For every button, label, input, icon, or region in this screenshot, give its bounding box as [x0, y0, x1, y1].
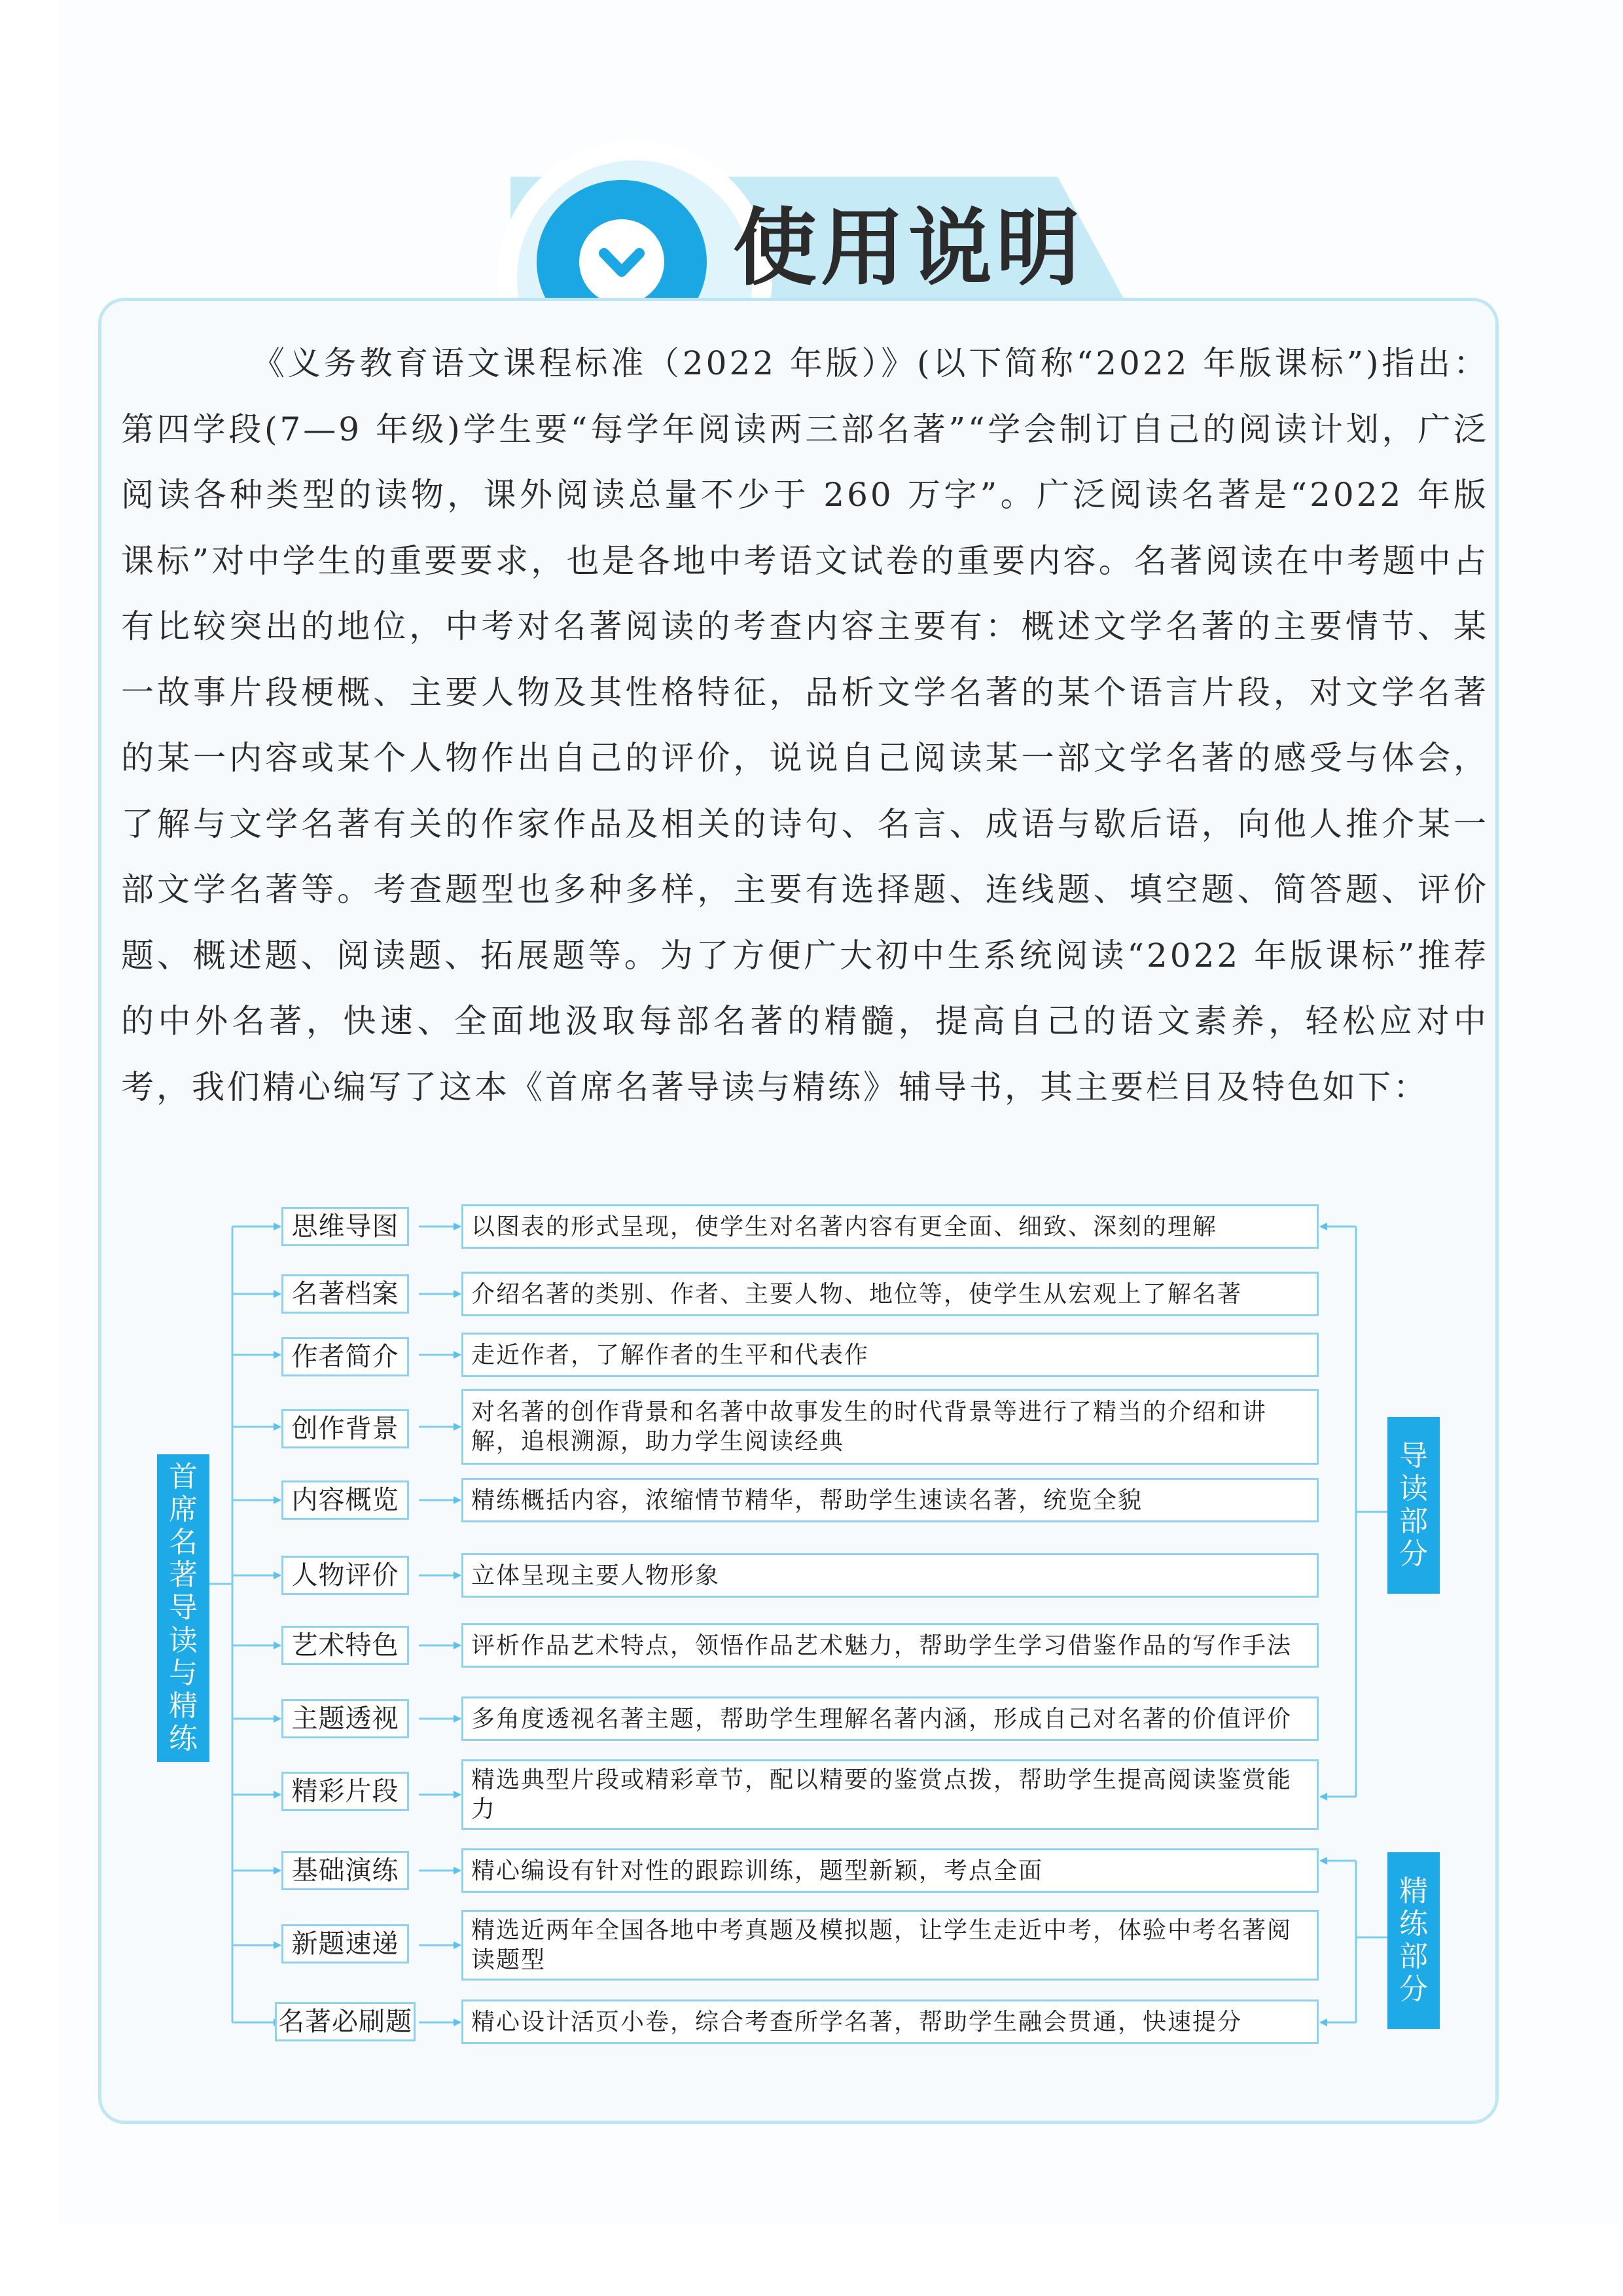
intro-paragraph: 《义务教育语文课程标准（2022 年版）》(以下简称“2022 年版课标”)指出：第四学段(7—9 年级)学生要“每学年阅读两三部名著”“学会制订自己的阅读计划，广泛阅读各种类型的读物，课外阅读总量不少于 260 万字”。广泛阅读名著是“2022 年版课标”对中学生的重要要求，也是各地中考语文试卷的重要内容。名著阅读在中考题中占有比较突出的地位，中考对名著阅读的考查内容主要有：概述文学名著的主要情节、某一故事片段梗概、主要人物及其性格特征，品析文学名著的某个语言片段，对文学名著的某一内容或某个人物作出自己的评价，说说自己阅读某一部文学名著的感受与体会，了解与文学名著有关的作家作品及相关的诗句、名言、成语与歇后语，向他人推介某一部文学名著等。考查题型也多种多样，主要有选择题、连线题、填空题、简答题、评价题、概述题、阅读题、拓展题等。为了方便广大初中生系统阅读“2022 年版课标”推荐的中外名著，快速、全面地汲取每部名著的精髓，提高自己的语文素养，轻松应对中考，我们精心编写了这本《首席名著导读与精练》辅导书，其主要栏目及特色如下：: [121, 344, 1489, 1106]
practice-group-label: 精练部分: [1399, 1874, 1428, 2006]
column-name-9: 精彩片段: [281, 1772, 409, 1811]
column-name-7: 艺术特色: [281, 1626, 409, 1665]
column-name-4: 创作背景: [281, 1409, 409, 1448]
column-name-10: 基础演练: [281, 1851, 409, 1890]
column-desc-4: 对名著的创作背景和名著中故事发生的时代背景等进行了精当的介绍和讲解，追根溯源，助力学生阅读经典: [461, 1389, 1319, 1465]
reading-group-box: [1387, 1417, 1440, 1594]
root-label: 首席名著导读与精练: [169, 1460, 198, 1755]
column-desc-8: 多角度透视名著主题，帮助学生理解名著内涵，形成自己对名著的价值评价: [461, 1696, 1319, 1741]
column-desc-2: 介绍名著的类别、作者、主要人物、地位等，使学生从宏观上了解名著: [461, 1272, 1319, 1316]
column-desc-7: 评析作品艺术特点，领悟作品艺术魅力，帮助学生学习借鉴作品的写作手法: [461, 1623, 1319, 1668]
column-desc-9: 精选典型片段或精彩章节，配以精要的鉴赏点拨，帮助学生提高阅读鉴赏能力: [461, 1759, 1319, 1830]
column-name-5: 内容概览: [281, 1480, 409, 1520]
column-desc-5: 精练概括内容，浓缩情节精华，帮助学生速读名著，统览全貌: [461, 1478, 1319, 1522]
practice-group-box: [1387, 1852, 1440, 2029]
column-name-8: 主题透视: [281, 1699, 409, 1738]
column-name-12: 名著必刷题: [275, 2002, 416, 2041]
column-name-6: 人物评价: [281, 1556, 409, 1595]
reading-group-label: 导读部分: [1399, 1439, 1428, 1571]
page-title: 使用说明: [733, 200, 1084, 297]
column-desc-6: 立体呈现主要人物形象: [461, 1553, 1319, 1598]
column-desc-10: 精心编设有针对性的跟踪训练，题型新颖，考点全面: [461, 1848, 1319, 1893]
column-name-3: 作者简介: [281, 1337, 409, 1376]
column-desc-12: 精心设计活页小卷，综合考查所学名著，帮助学生融会贯通，快速提分: [461, 2000, 1319, 2044]
column-name-11: 新题速递: [281, 1924, 409, 1964]
column-name-1: 思维导图: [281, 1207, 409, 1246]
column-desc-1: 以图表的形式呈现，使学生对名著内容有更全面、细致、深刻的理解: [461, 1204, 1319, 1249]
column-desc-11: 精选近两年全国各地中考真题及模拟题，让学生走近中考，体验中考名著阅读题型: [461, 1910, 1319, 1981]
root-label-box: [157, 1454, 209, 1762]
column-name-2: 名著档案: [281, 1274, 409, 1314]
column-desc-3: 走近作者，了解作者的生平和代表作: [461, 1333, 1319, 1377]
